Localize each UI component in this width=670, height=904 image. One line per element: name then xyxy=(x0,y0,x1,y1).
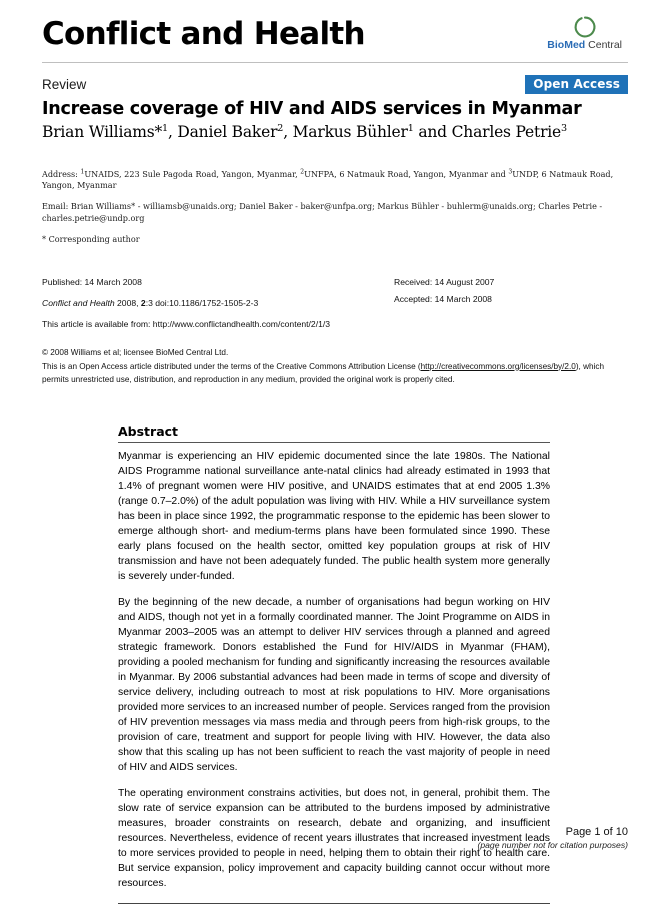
address-line: Address: $^1$UNAIDS, 223 Sule Pagoda Road, Yangon, Myanmar, $^2$UNFPA, 6 Natmauk Road, Yangon, Myanmar and $^3$UNDP, 6 Natmauk Road, Yangon, Myanmar xyxy=(42,167,614,191)
accepted-date: Accepted: 14 March 2008 xyxy=(394,294,492,305)
abstract-heading: Abstract xyxy=(118,424,179,440)
logo-biomed-text: BioMed xyxy=(547,39,586,52)
copyright-line: © 2008 Williams et al; licensee BioMed Central Ltd. xyxy=(42,348,229,358)
abstract-paragraph: The operating environment constrains activities, but does not, in general, prohibit them. The slow rate of service expansion can be attributed to the burdens imposed by administrative measures, broader constraints on research, debate and organizing, and insufficient resources. Nevertheless, evidence of recent years illustrates that increased investment leads to more services provided to people in need, helping them to obtain their right to health care. But service expansion, policy improvement and capacity building cannot occur without more resources. xyxy=(118,787,550,889)
masthead xyxy=(42,0,628,62)
citation-journal: Conflict and Health xyxy=(42,298,115,309)
citation-issue: :3 xyxy=(145,298,153,309)
license-text-pre: This is an Open Access article distributed under the terms of the Creative Commons Attribution License ( xyxy=(42,361,421,371)
author-list: Brian Williams*$^1$, Daniel Baker$^2$, Markus Bühler$^1$ and Charles Petrie$^3$ xyxy=(42,123,567,142)
abstract-paragraph: Myanmar is experiencing an HIV epidemic documented since the late 1980s. The National AIDS Programme national surveillance ante-natal clinics had already estimated in 1993 that 1.4% of pregnant women were HIV positive, and UNAIDS estimates that at end 2005 1.3% (range 0.7–2.0%) of the adult population was living with HIV. While a HIV surveillance system has been in place since 1992, the programmatic response to the epidemic has been slower to emerge although short- and medium-terms plans have been formulated since 1990. These early plans focused on the health sector, omitted key population groups at risk of HIV transmission and have not been adequately funded. The public health system more generally is severely under-funded. xyxy=(118,451,550,583)
article-title: Increase coverage of HIV and AIDS services in Myanmar xyxy=(42,99,582,120)
citation-volume: 2 xyxy=(140,298,146,309)
logo-central-text: Central xyxy=(588,39,622,52)
license-text-post: ), which permits unrestricted use, distribution, and reproduction in any medium, provided the original work is properly cited. xyxy=(42,361,605,384)
citation-line xyxy=(42,296,382,311)
available-from-line[interactable]: This article is available from: http://www.conflictandhealth.com/content/2/1/3 xyxy=(42,319,331,330)
page-number-label: Page 1 of 10 xyxy=(565,825,628,838)
article-header xyxy=(42,63,628,143)
email-line: Email: Brian Williams* - williamsb@unaids.org; Daniel Baker - baker@unfpa.org; Markus Bühler - buhlerm@unaids.org; Charles Petrie - charles.petrie@undp.org xyxy=(42,201,603,223)
publication-right-column xyxy=(394,275,494,309)
page-number-note: (page number not for citation purposes) xyxy=(477,839,628,850)
publication-metadata xyxy=(42,275,628,332)
abstract-top-divider xyxy=(118,442,550,443)
abstract-paragraph: By the beginning of the new decade, a number of organisations had begun working on HIV and AIDS, though not yet in a formally coordinated manner. The Joint Programme on AIDS in Myanmar 2003–2005 was an attempt to deliver HIV services through a planned and agreed strategic framework. Donors established the Fund for HIV/AIDS in Myanmar (FHAM), providing a pooled mechanism for funding and significantly increasing the resources available in Myanmar. By 2006 substantial advances had been made in terms of scope and diversity of service delivery, including outreach to most at risk populations to HIV. More organisations provided more services to an increased number of people. Services ranged from the provision of HIV prevention messages via mass media and through peers from high-risk groups, to the provision of care, treatment and support for people living with HIV. However, the data also show that this scaling up has not been sufficient to reach the vast majority of people in need of HIV and AIDS services. xyxy=(118,597,550,773)
citation-doi: doi:10.1186/1752-1505-2-3 xyxy=(152,298,259,309)
page-footer xyxy=(478,825,628,851)
license-line xyxy=(42,360,628,387)
published-date: Published: 14 March 2008 xyxy=(42,277,142,288)
citation-year: 2008, xyxy=(114,298,141,309)
biomed-central-arc-mark xyxy=(573,15,597,39)
journal-title: Conflict and Health xyxy=(42,15,365,52)
corresponding-author-note: * Corresponding author xyxy=(42,233,140,244)
article-type-kicker: Review xyxy=(42,77,87,92)
license-url-link[interactable]: http://creativecommons.org/licenses/by/2.0 xyxy=(420,361,576,371)
biomed-central-logo xyxy=(547,11,628,51)
biomed-central-wordmark xyxy=(547,40,622,51)
publication-left-column xyxy=(42,275,382,332)
affiliation-block xyxy=(42,169,628,246)
copyright-block xyxy=(42,346,628,386)
received-date: Received: 14 August 2007 xyxy=(394,277,495,288)
open-access-badge: Open Access xyxy=(525,75,628,94)
